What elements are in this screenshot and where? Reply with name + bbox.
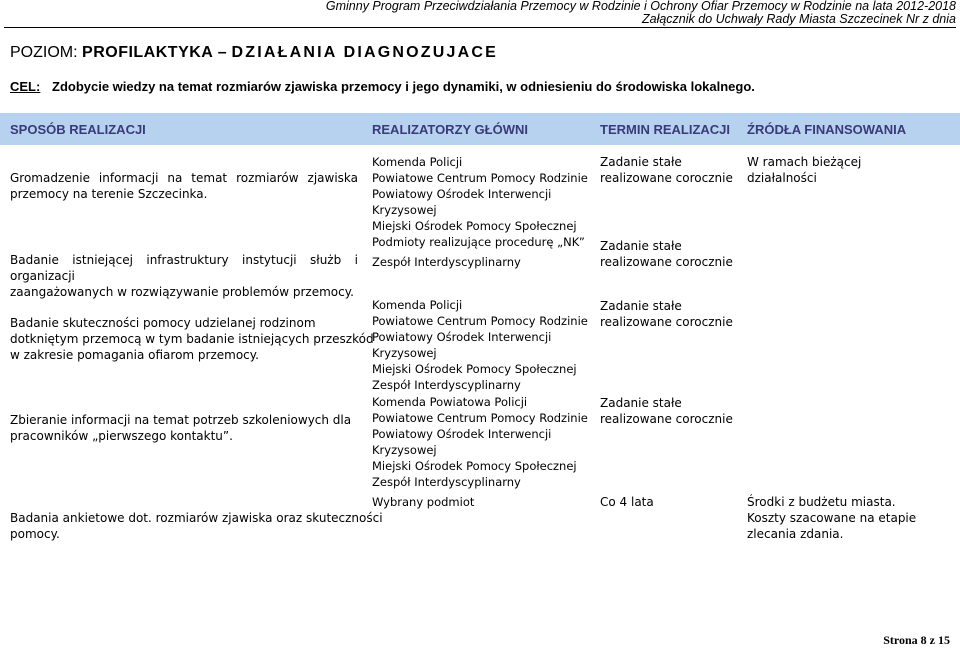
row1-term-1-line: realizowane corocznie bbox=[600, 171, 733, 185]
row1-method-1-line-a: Gromadzenie informacji na temat rozmiarów zjawiska bbox=[10, 171, 358, 185]
row1-funding-line: W ramach bieżącej bbox=[747, 155, 862, 169]
row2-method-line: dotkniętym przemocą w tym badanie istniejących przeszkód bbox=[10, 332, 374, 346]
page-number-of: z bbox=[929, 633, 935, 647]
column-header-implementers: REALIZATORZY GŁÓWNI bbox=[372, 122, 528, 137]
row1-method-1-line-b: przemocy na terenie Szczecinka. bbox=[10, 187, 208, 201]
column-header-funding: ŹRÓDŁA FINANSOWANIA bbox=[747, 122, 907, 137]
row1-funding bbox=[747, 154, 861, 186]
row4-funding-line: zlecania zdania. bbox=[747, 527, 844, 541]
row4-funding bbox=[747, 494, 916, 542]
running-header bbox=[326, 0, 956, 26]
row3-impl-item: Powiatowe Centrum Pomocy Rodzinie bbox=[372, 411, 588, 425]
level-label: POZIOM: bbox=[10, 44, 78, 61]
column-header-term: TERMIN REALIZACJI bbox=[600, 122, 730, 137]
row1-implementers bbox=[372, 154, 588, 250]
goal-label: CEL: bbox=[10, 79, 41, 94]
row1-method-1 bbox=[10, 170, 358, 202]
row2-impl-item: Zespół Interdyscyplinarny bbox=[372, 378, 521, 392]
level-word-2: DZIAŁANIA DIAGNOZUJACE bbox=[231, 44, 499, 61]
row2-impl-item: Kryzysowej bbox=[372, 346, 437, 360]
row3-method-line: pracowników „pierwszego kontaktu”. bbox=[10, 429, 233, 443]
row1-term-1-line: Zadanie stałe bbox=[600, 155, 682, 169]
page-number-total: 15 bbox=[938, 633, 950, 647]
row3-impl-item: Powiatowy Ośrodek Interwencji bbox=[372, 427, 552, 441]
row2-method-line: w zakresie pomagania ofiarom przemocy. bbox=[10, 348, 259, 362]
goal-text: Zdobycie wiedzy na temat rozmiarów zjawiska przemocy i jego dynamiki, w odniesieniu do środowiska lokalnego. bbox=[52, 79, 755, 94]
row4-method-line: pomocy. bbox=[10, 527, 60, 541]
page-number-label: Strona bbox=[883, 633, 918, 647]
row1-impl-item: Powiatowy Ośrodek Interwencji bbox=[372, 187, 552, 201]
row1-impl-item: Komenda Policji bbox=[372, 155, 463, 169]
level-word-1: PROFILAKTYKA – bbox=[82, 44, 228, 61]
row1-term-2-line: realizowane corocznie bbox=[600, 255, 733, 269]
row1-method-2 bbox=[10, 252, 358, 300]
row1-method-2-line-b: zaangażowanych w rozwiązywanie problemów przemocy. bbox=[10, 285, 354, 299]
row4-impl-item: Wybrany podmiot bbox=[372, 495, 475, 509]
row3-method bbox=[10, 412, 351, 444]
row1-impl-item: Kryzysowej bbox=[372, 203, 437, 217]
row1-impl-item: Powiatowe Centrum Pomocy Rodzinie bbox=[372, 171, 588, 185]
row3-impl-item: Miejski Ośrodek Pomocy Społecznej bbox=[372, 459, 577, 473]
row3-impl-item: Komenda Powiatowa Policji bbox=[372, 395, 528, 409]
row3-method-line: Zbieranie informacji na temat potrzeb szkoleniowych dla bbox=[10, 413, 352, 427]
row2-method bbox=[10, 315, 374, 363]
page-number bbox=[883, 633, 950, 648]
row1-term-1 bbox=[600, 154, 733, 186]
header-program-title: Gminny Program Przeciwdziałania Przemocy w Rodzinie i Ochrony Ofiar Przemocy w Rodzinie na lata 2012-2018 bbox=[325, 0, 956, 13]
row2-implementers bbox=[372, 297, 588, 393]
row2-impl-item: Miejski Ośrodek Pomocy Społecznej bbox=[372, 362, 577, 376]
row4-method bbox=[10, 510, 383, 542]
row2-impl-item: Komenda Policji bbox=[372, 298, 463, 312]
row4-method-line: Badania ankietowe dot. rozmiarów zjawiska oraz skuteczności bbox=[10, 511, 383, 525]
row4-implementers bbox=[372, 494, 474, 510]
row2-method-line: Badanie skuteczności pomocy udzielanej rodzinom bbox=[10, 316, 316, 330]
row1-term-2-line: Zadanie stałe bbox=[600, 239, 682, 253]
row3-implementers bbox=[372, 394, 588, 490]
header-rule bbox=[4, 27, 956, 28]
row3-impl-item: Zespół Interdyscyplinarny bbox=[372, 475, 521, 489]
row4-term-line: Co 4 lata bbox=[600, 495, 654, 509]
row2-term-line: realizowane corocznie bbox=[600, 315, 733, 329]
row4-funding-line: Koszty szacowane na etapie bbox=[747, 511, 917, 525]
header-resolution-ref: Załącznik do Uchwały Rady Miasta Szczecinek Nr z dnia bbox=[641, 12, 956, 26]
row1-funding-line: działalności bbox=[747, 171, 817, 185]
row3-term bbox=[600, 395, 733, 427]
row4-term bbox=[600, 494, 654, 510]
row1-impl-item: Podmioty realizujące procedurę „NK” bbox=[372, 235, 585, 249]
row1-term-2 bbox=[600, 238, 733, 270]
column-header-method: SPOSÓB REALIZACJI bbox=[10, 122, 146, 137]
level-title bbox=[10, 44, 498, 62]
row2-impl-item: Powiatowy Ośrodek Interwencji bbox=[372, 330, 552, 344]
row3-term-line: realizowane corocznie bbox=[600, 412, 733, 426]
row1-method-2-line-a: Badanie istniejącej infrastruktury instytucji służb i organizacji bbox=[10, 253, 358, 283]
row4-funding-line: Środki z budżetu miasta. bbox=[747, 495, 896, 509]
page-number-current: 8 bbox=[920, 633, 927, 647]
row1-impl-item: Miejski Ośrodek Pomocy Społecznej bbox=[372, 219, 577, 233]
row1-impl-extra: Zespół Interdyscyplinarny bbox=[372, 255, 521, 269]
row2-impl-item: Powiatowe Centrum Pomocy Rodzinie bbox=[372, 314, 588, 328]
row2-term-line: Zadanie stałe bbox=[600, 299, 682, 313]
row3-term-line: Zadanie stałe bbox=[600, 396, 682, 410]
row3-impl-item: Kryzysowej bbox=[372, 443, 437, 457]
row2-term bbox=[600, 298, 733, 330]
